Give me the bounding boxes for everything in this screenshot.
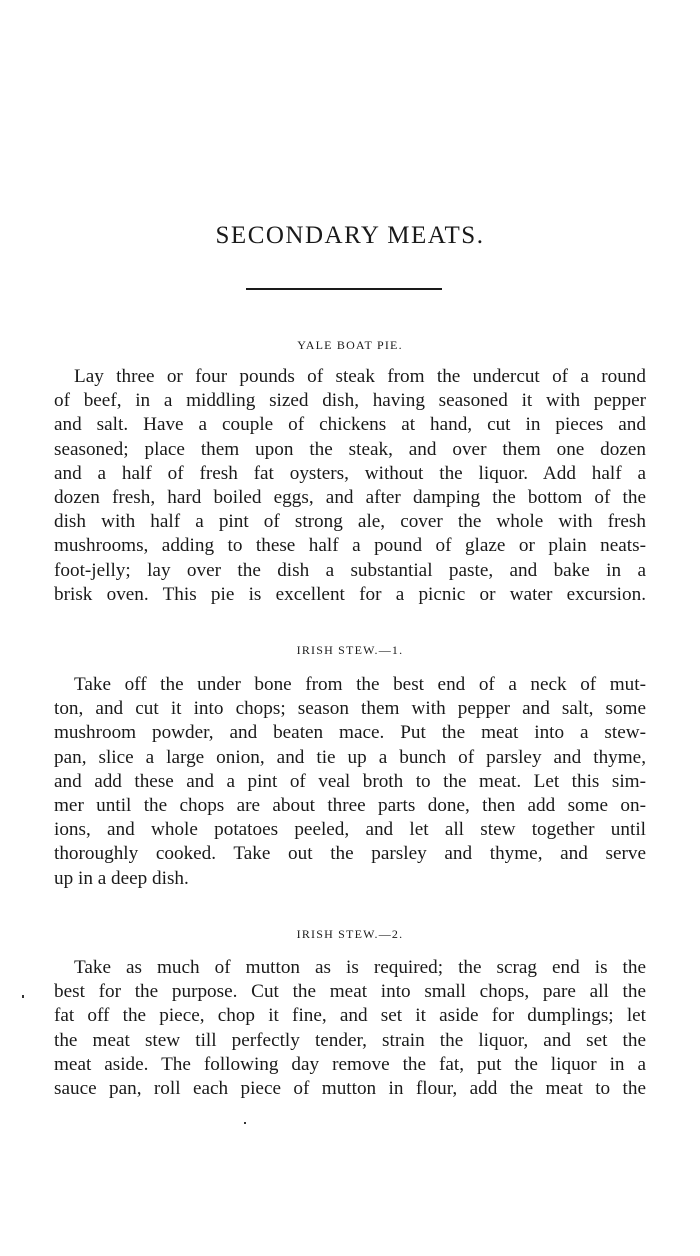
text-line: dish with half a pint of strong ale, cover the whole with fresh (54, 511, 646, 533)
text-line: dozen fresh, hard boiled eggs, and after damping the bottom of the (54, 487, 646, 509)
text-line: Take as much of mutton as is required; the scrag end is the (74, 957, 646, 978)
text-line: and a half of fresh fat oysters, without the liquor. Add half a (54, 462, 646, 484)
chapter-title: SECONDARY MEATS. (215, 222, 485, 249)
text-line: seasoned; place them upon the steak, and over them one dozen (54, 438, 646, 460)
text-line: brisk oven. This pie is excellent for a picnic or water excursion. (54, 583, 646, 605)
text-line: best for the purpose. Cut the meat into small chops, pare all the (54, 981, 646, 1003)
text-line: of beef, in a middling sized dish, having seasoned it with pepper (54, 390, 646, 412)
text-line: pan, slice a large onion, and tie up a bunch of parsley and thyme, (54, 746, 646, 768)
text-line: foot-jelly; lay over the dish a substantial paste, and bake in a (54, 559, 646, 581)
text-line: Lay three or four pounds of steak from the undercut of a round (74, 366, 646, 387)
title-rule (246, 288, 442, 290)
section-heading-yale-boat-pie (0, 337, 700, 353)
text-line: sauce pan, roll each piece of mutton in flour, add the meat to the (54, 1078, 646, 1100)
section-heading-text: IRISH STEW.—2. (296, 927, 404, 941)
text-line: mushroom powder, and beaten mace. Put the meat into a stew- (54, 722, 646, 744)
text-line: up in a deep dish. (54, 867, 189, 889)
text-line: mer until the chops are about three parts done, then add some on- (54, 795, 646, 817)
text-line: and salt. Have a couple of chickens at hand, cut in pieces and (54, 414, 646, 436)
text-line: ton, and cut it into chops; season them with pepper and salt, some (54, 698, 646, 720)
text-line: ions, and whole potatoes peeled, and let all stew together until (54, 819, 646, 841)
text-line: the meat stew till perfectly tender, strain the liquor, and set the (54, 1029, 646, 1051)
text-line: meat aside. The following day remove the fat, put the liquor in a (54, 1053, 646, 1075)
text-line: mushrooms, adding to these half a pound of glaze or plain neats- (54, 535, 646, 557)
ink-speck (22, 995, 24, 998)
paragraph-yale-boat-pie (54, 365, 646, 607)
text-line: thoroughly cooked. Take out the parsley and thyme, and serve (54, 843, 646, 865)
paragraph-irish-stew-2 (54, 956, 646, 1101)
ink-speck (244, 1122, 246, 1124)
text-line: fat off the piece, chop it fine, and set it aside for dumplings; let (54, 1005, 646, 1027)
section-heading-irish-stew-2 (0, 926, 700, 942)
section-heading-text: IRISH STEW.—1. (296, 643, 404, 657)
paragraph-irish-stew-1 (54, 673, 646, 891)
text-line: Take off the under bone from the best end of a neck of mut- (74, 674, 646, 695)
text-line: and add these and a pint of veal broth to the meat. Let this sim- (54, 770, 646, 792)
section-heading-text: YALE BOAT PIE. (297, 338, 403, 352)
section-heading-irish-stew-1 (0, 642, 700, 658)
